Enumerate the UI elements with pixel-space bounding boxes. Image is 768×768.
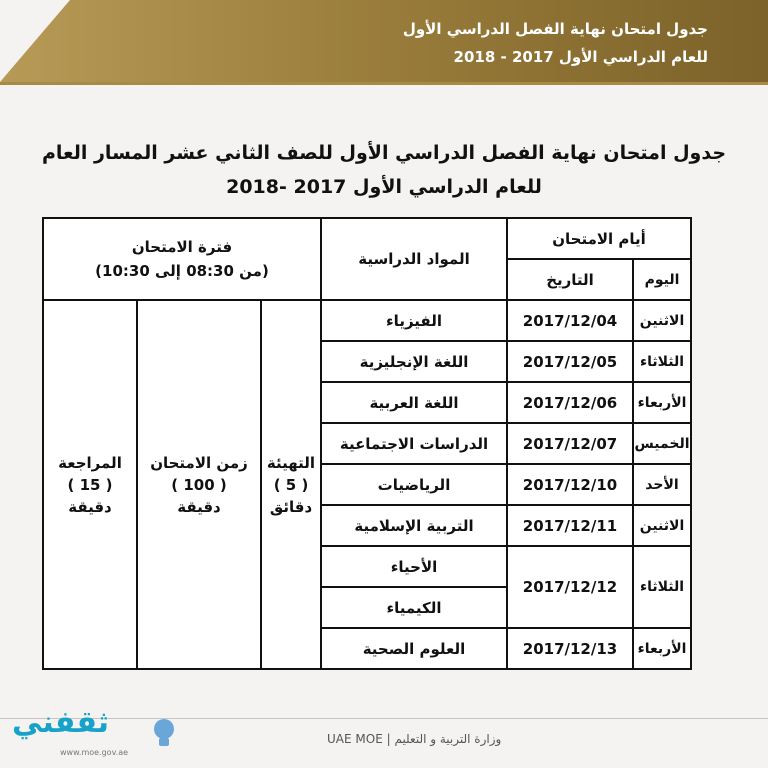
period-time: (من 08:30 إلى 10:30) (95, 262, 269, 280)
subject-cell: الرياضيات (321, 464, 507, 505)
date-cell: 2017/12/12 (507, 546, 633, 628)
day-cell: الأربعاء (633, 382, 691, 423)
period-title: فترة الامتحان (131, 238, 233, 256)
prep-label: التهيئة (266, 453, 316, 472)
subject-cell: الكيمياء (321, 587, 507, 628)
date-cell: 2017/12/13 (507, 628, 633, 669)
subject-cell: العلوم الصحية (321, 628, 507, 669)
subject-cell: الدراسات الاجتماعية (321, 423, 507, 464)
subjects-header: المواد الدراسية (321, 218, 507, 300)
site-url: www.moe.gov.ae (60, 748, 129, 757)
day-cell: الخميس (633, 423, 691, 464)
page-title: جدول امتحان نهاية الفصل الدراسي الأول للصف الثاني عشر المسار العام (41, 142, 727, 164)
prep-value: ( 5 ) (273, 475, 309, 494)
exam-schedule-table (42, 217, 692, 670)
table-row (43, 300, 691, 341)
prep-cell (261, 300, 321, 669)
date-cell: 2017/12/06 (507, 382, 633, 423)
date-cell: 2017/12/04 (507, 300, 633, 341)
exam-duration-label: زمن الامتحان (150, 453, 248, 472)
date-cell: 2017/12/05 (507, 341, 633, 382)
day-cell: الثلاثاء (633, 546, 691, 628)
subject-cell: اللغة الإنجليزية (321, 341, 507, 382)
footer-divider (0, 718, 768, 719)
subject-cell: الفيزياء (321, 300, 507, 341)
date-column-header: التاريخ (507, 259, 633, 300)
day-cell: الاثنين (633, 505, 691, 546)
review-value: ( 15 ) (67, 475, 113, 494)
prep-unit: دقائق (269, 497, 313, 516)
subject-cell: اللغة العربية (321, 382, 507, 423)
date-cell: 2017/12/07 (507, 423, 633, 464)
header-banner (0, 0, 768, 82)
header-title: جدول امتحان نهاية الفصل الدراسي الأول (402, 20, 708, 38)
exam-duration-value: ( 100 ) (171, 475, 227, 494)
day-cell: الأربعاء (633, 628, 691, 669)
period-header (43, 218, 321, 300)
date-cell: 2017/12/11 (507, 505, 633, 546)
subject-cell: التربية الإسلامية (321, 505, 507, 546)
site-logo: ثقفني (12, 705, 110, 740)
day-cell: الأحد (633, 464, 691, 505)
header-corner (0, 0, 70, 82)
date-cell: 2017/12/10 (507, 464, 633, 505)
header-subtitle: للعام الدراسي الأول 2017 - 2018 (453, 48, 708, 66)
review-unit: دقيقة (68, 497, 112, 516)
subject-cell: الأحياء (321, 546, 507, 587)
review-label: المراجعة (58, 453, 122, 472)
page-subtitle: للعام الدراسي الأول 2017 -2018 (226, 176, 542, 198)
exam-duration-unit: دقيقة (177, 497, 221, 516)
header-row-1 (43, 218, 691, 259)
day-cell: الثلاثاء (633, 341, 691, 382)
review-cell (43, 300, 137, 669)
ministry-name: وزارة التربية و التعليم | UAE MOE (327, 732, 502, 746)
exam-duration-cell (137, 300, 261, 669)
day-cell: الاثنين (633, 300, 691, 341)
lightbulb-icon (150, 716, 178, 750)
day-column-header: اليوم (633, 259, 691, 300)
days-header: أيام الامتحان (507, 218, 691, 259)
header-underline (0, 82, 768, 85)
